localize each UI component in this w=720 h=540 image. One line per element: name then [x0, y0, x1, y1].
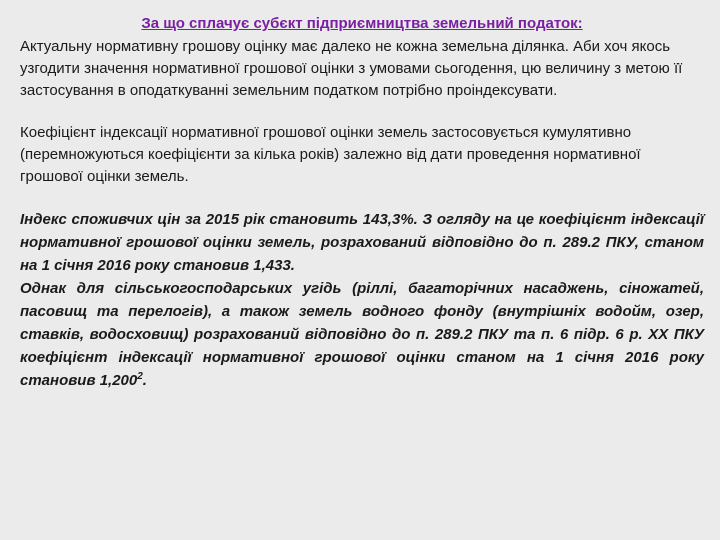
paragraph-consumer-price-index: Індекс споживчих цін за 2015 рік становить 143,3%. З огляду на це коефіцієнт індексації нормативної грошової оцінки земель, розрахований відповідно до п. 289.2 ПКУ, станом на 1 січня 2016 року становив 1,433. [20, 211, 704, 274]
spacer [20, 188, 704, 208]
slide-title: За що сплачує субєкт підприємництва земельний податок: [141, 15, 583, 32]
paragraph-agricultural-land [20, 277, 704, 392]
spacer [20, 102, 704, 122]
paragraph-indexation-coefficient: Коефіцієнт індексації нормативної грошової оцінки земель застосовується кумулятивно (перемножуються коефіцієнти за кілька років) залежно від дати проведення нормативної грошової оцінки земель. [20, 124, 641, 185]
footnote-marker: 2 [137, 371, 143, 382]
paragraph-valuation: Актуальну нормативну грошову оцінку має далеко не кожна земельна ділянка. Аби хоч якось узгодити значення нормативної грошової оцінки з умовами сьогодення, цю величину з метою її застосування в оподаткуванні земельним податком потрібно проіндексувати. [20, 38, 683, 99]
paragraph-end-punctuation: . [142, 372, 147, 389]
paragraph-agricultural-land-text: Однак для сільськогосподарських угідь (ріллі, багаторічних насаджень, сіножатей, пасовищ та перелогів), а також земель водного фонду (внутрішніх водойм, озер, ставків, водосховищ) розрахований відповідно до п. 289.2 ПКУ та п. 6 підр. 6 р. ХХ ПКУ коефіцієнт індексації нормативної грошової оцінки станом на 1 січня 2016 року становив 1,200 [20, 280, 704, 389]
